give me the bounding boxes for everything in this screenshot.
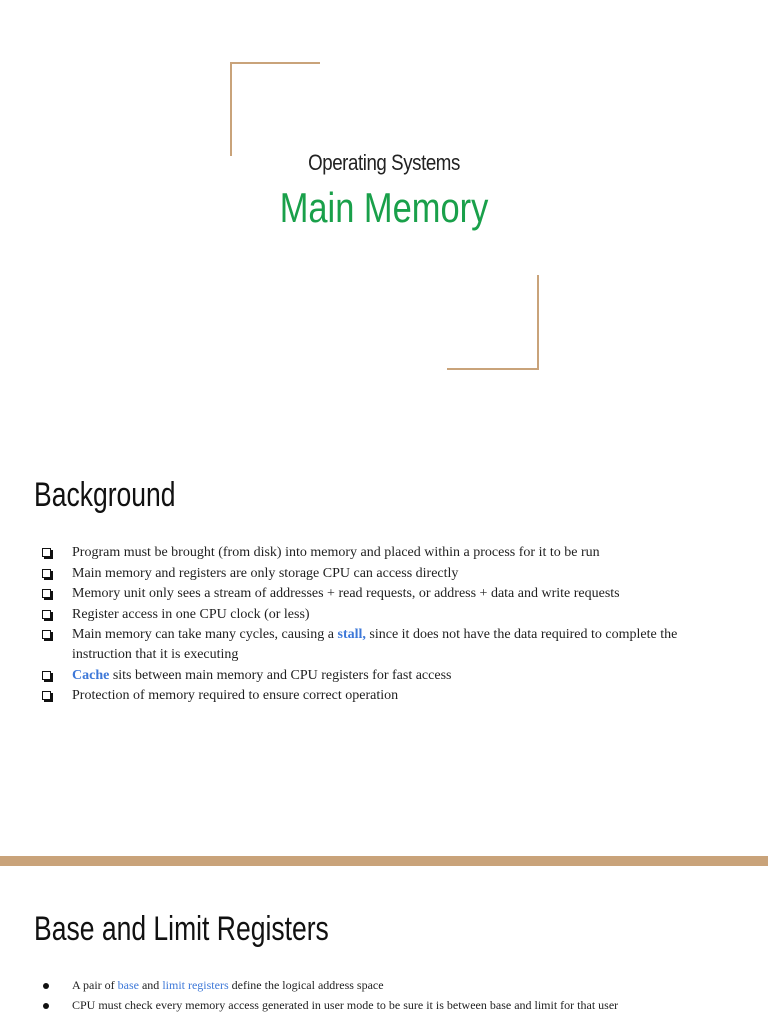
bullet-item bbox=[40, 625, 740, 665]
bullet-text: Register access in one CPU clock (or less) bbox=[72, 606, 310, 622]
bullet-item bbox=[40, 976, 740, 995]
section-heading-background: Background bbox=[34, 476, 176, 514]
bullet-text: Program must be brought (from disk) into memory and placed within a process for it to be run bbox=[72, 545, 600, 560]
bullet-text: CPU must check every memory access generated in user mode to be sure it is between base and limit for that user bbox=[72, 997, 619, 1012]
highlighted-term: stall, bbox=[337, 627, 366, 642]
decorative-corner-bracket-bottom-right bbox=[447, 275, 539, 370]
decorative-corner-bracket-top-left bbox=[230, 62, 320, 156]
bullet-text: Memory unit only sees a stream of addresses + read requests, or address + data and write requests bbox=[72, 586, 620, 601]
bullet-item bbox=[40, 686, 740, 706]
course-label: Operating Systems bbox=[308, 150, 460, 175]
bullet-item bbox=[40, 543, 740, 563]
bullet-text: since it does not have the data required to complete the instruction that it is executing bbox=[72, 627, 678, 662]
highlighted-term: limit registers bbox=[162, 978, 229, 992]
bullet-item bbox=[40, 996, 740, 1015]
highlighted-term: Cache bbox=[72, 667, 110, 683]
bullet-item bbox=[40, 666, 740, 686]
bullet-item bbox=[40, 584, 740, 604]
bullet-item bbox=[40, 605, 740, 625]
bullet-text: sits between main memory and CPU registers for fast access bbox=[109, 667, 452, 683]
section-heading-base-limit: Base and Limit Registers bbox=[34, 910, 329, 948]
base-limit-bullet-list bbox=[40, 976, 740, 1015]
slide-divider bbox=[0, 856, 768, 866]
bullet-item bbox=[40, 564, 740, 584]
base-limit-slide bbox=[0, 866, 768, 1024]
bullet-text: A pair of bbox=[72, 978, 118, 992]
deck-title: Main Memory bbox=[279, 184, 489, 231]
bullet-text: define the logical address space bbox=[228, 978, 384, 992]
bullet-text: Main memory and registers are only storage CPU can access directly bbox=[72, 565, 459, 581]
bullet-text: Protection of memory required to ensure correct operation bbox=[72, 688, 399, 703]
bullet-text: and bbox=[138, 978, 163, 992]
bullet-text: Main memory can take many cycles, causing a bbox=[72, 627, 338, 642]
background-bullet-list bbox=[40, 543, 740, 707]
highlighted-term: base bbox=[117, 978, 139, 992]
